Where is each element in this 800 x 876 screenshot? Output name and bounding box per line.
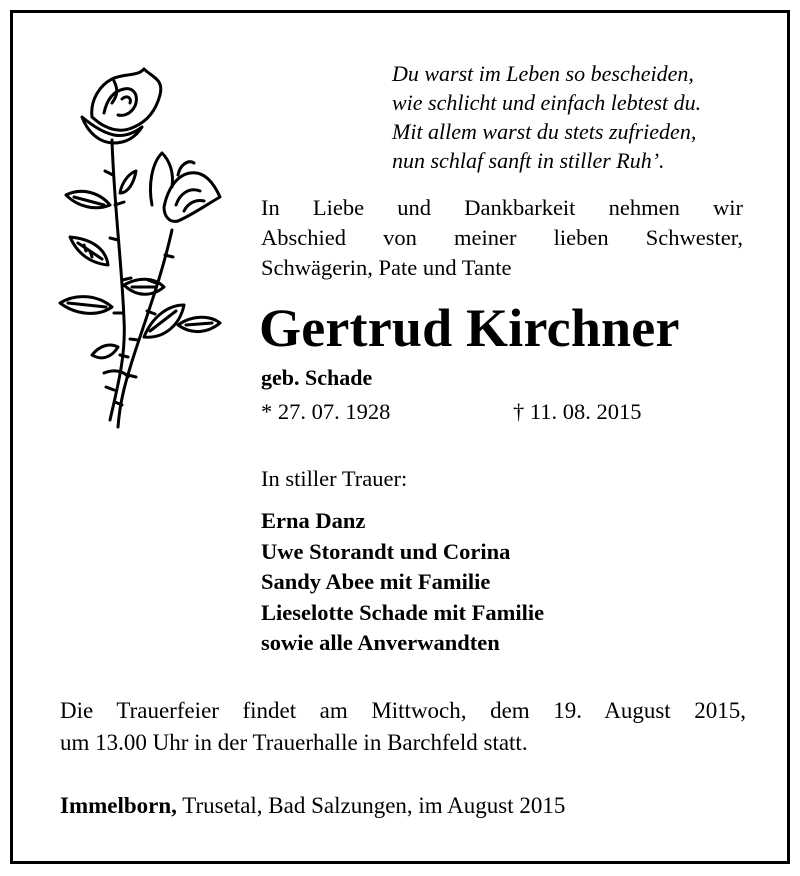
service-line: Die Trauerfeier findet am Mittwoch, dem 19. August 2015, <box>60 698 746 723</box>
mourner: Uwe Storandt und Corina <box>261 538 511 564</box>
birth-name: geb. Schade <box>261 365 373 390</box>
mourner: Erna Danz <box>261 508 366 533</box>
poem <box>392 59 762 175</box>
mourners-list <box>261 506 544 659</box>
mourning-label: In stiller Trauer: <box>261 466 408 491</box>
mourner: sowie alle Anverwandten <box>261 630 500 655</box>
footer-place-bold: Immelborn, <box>60 793 177 818</box>
intro-line: Abschied von meiner lieben Schwester, <box>261 225 743 250</box>
service-line: um 13.00 Uhr in der Trauerhalle in Barchfeld statt. <box>60 730 528 755</box>
service-info <box>60 695 746 759</box>
footer-place-date <box>60 790 565 822</box>
mourner: Sandy Abee mit Familie <box>261 569 491 594</box>
poem-line: Mit allem warst du stets zufrieden, <box>392 119 697 144</box>
intro-line: In Liebe und Dankbarkeit nehmen wir <box>261 195 743 220</box>
poem-line: nun schlaf sanft in stiller Ruh’. <box>392 148 665 173</box>
death-date: † 11. 08. 2015 <box>513 399 642 424</box>
intro-line: Schwägerin, Pate und Tante <box>261 255 512 280</box>
birth-date: * 27. 07. 1928 <box>261 399 391 424</box>
mourner: Lieselotte Schade mit Familie <box>261 599 545 625</box>
poem-line: wie schlicht und einfach lebtest du. <box>392 90 702 115</box>
poem-line: Du warst im Leben so bescheiden, <box>392 61 694 86</box>
deceased-name: Gertrud Kirchner <box>259 298 680 358</box>
intro-text <box>261 193 743 283</box>
rose-icon <box>52 55 232 435</box>
footer-rest: Trusetal, Bad Salzungen, im August 2015 <box>176 793 566 818</box>
